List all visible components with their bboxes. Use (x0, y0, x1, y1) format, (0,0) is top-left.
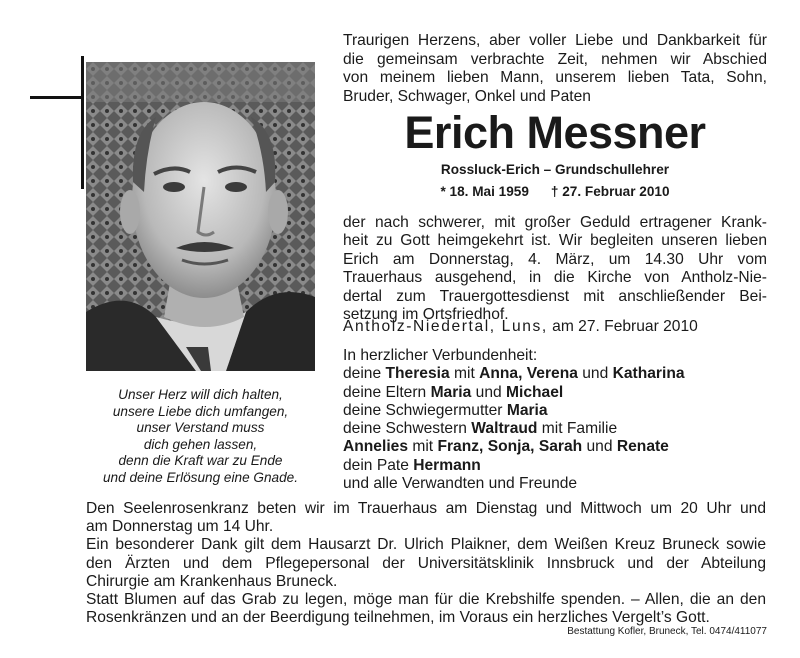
cross-vertical-bar (81, 56, 84, 189)
poem-line: dich gehen lassen, (143, 436, 258, 452)
birth-date: * 18. Mai 1959 (440, 184, 529, 199)
family-line: deine Eltern Maria und Michael (343, 383, 564, 401)
closing-line: Statt Blumen auf das Grab zu legen, möge man für die Krebshilfe spenden. – Allen, die an den (86, 591, 766, 609)
family-line: deine Theresia mit Anna, Verena und Katharina (343, 365, 685, 383)
closing-line: Chirurgie am Krankenhaus Bruneck. (86, 572, 338, 590)
closing-line: am Donnerstag um 14 Uhr. (86, 518, 274, 536)
portrait-photo (86, 62, 315, 371)
nickname-profession: Rossluck-Erich – Grundschullehrer (440, 162, 670, 177)
undertaker-credit: Bestattung Kofler, Bruneck, Tel. 0474/411077 (567, 626, 767, 637)
family-line: dein Pate Hermann (343, 456, 481, 474)
funeral-details (343, 214, 767, 324)
closing-notes (86, 500, 766, 627)
intro-line: von meinem lieben Mann, unserem lieben Tata, Sohn, (343, 69, 767, 86)
poem (86, 387, 315, 487)
poem-line: unser Verstand muss (136, 420, 265, 436)
intro-line: Traurigen Herzens, aber voller Liebe und Dankbarkeit für (343, 32, 767, 49)
family-line: deine Schwiegermutter Maria (343, 401, 548, 419)
intro-line: Bruder, Schwager, Onkel und Paten (343, 87, 591, 105)
closing-line: Rosenkränzen und an der Beerdigung teilnehmen, im Voraus ein herzliches Vergelt’s Gott. (86, 609, 710, 627)
body-line: heit zu Gott heimgekehrt ist. Wir begleiten unseren lieben (343, 232, 767, 250)
cross-horizontal-bar (30, 96, 82, 99)
intro-paragraph (343, 32, 767, 106)
place-and-date (343, 318, 767, 336)
life-dates (343, 184, 767, 199)
portrait-photo-graphic (86, 62, 315, 371)
family-heading: In herzlicher Verbundenheit: (343, 347, 538, 364)
intro-line: die gemeinsam verbrachte Zeit, nehmen wir Abschied (343, 50, 767, 68)
place-date: am 27. Februar 2010 (552, 318, 698, 335)
closing-line: Den Seelenrosenkranz beten wir im Trauerhaus am Dienstag und Mittwoch um 20 Uhr und (86, 500, 766, 517)
body-line: setzung im Ortsfriedhof. (343, 306, 509, 324)
poem-line: Unser Herz will dich halten, (118, 387, 283, 402)
closing-line: Ein besonderer Dank gilt dem Hausarzt Dr. Ulrich Plaikner, dem Weißen Kreuz Bruneck sowie (86, 536, 766, 554)
place-location: Antholz-Niedertal, Luns, (343, 318, 548, 335)
closing-line: den Ärzten und dem Pflegepersonal der Universitätsklinik Innsbruck und der Abteilung (86, 554, 766, 572)
family-line: Annelies mit Franz, Sonja, Sarah und Renate (343, 438, 669, 456)
poem-line: denn die Kraft war zu Ende (118, 453, 283, 469)
poem-line: und deine Erlösung eine Gnade. (103, 469, 298, 485)
body-line: dertal zum Trauergottesdienst mit anschließender Bei- (343, 287, 767, 305)
body-line: Erich am Donnerstag, 4. März, um 14.30 Uhr vom (343, 250, 767, 268)
deceased-name: Erich Messner (404, 107, 706, 158)
body-line: Trauerhaus ausgehend, in die Kirche von Antholz-Nie- (343, 269, 767, 287)
family-line: und alle Verwandten und Freunde (343, 475, 578, 493)
poem-line: unsere Liebe dich umfangen, (112, 403, 289, 419)
death-date: † 27. Februar 2010 (550, 184, 670, 199)
family-line: deine Schwestern Waltraud mit Familie (343, 420, 618, 438)
body-line: der nach schwerer, mit großer Geduld ertragener Krank- (343, 214, 767, 231)
family-list (343, 347, 773, 493)
